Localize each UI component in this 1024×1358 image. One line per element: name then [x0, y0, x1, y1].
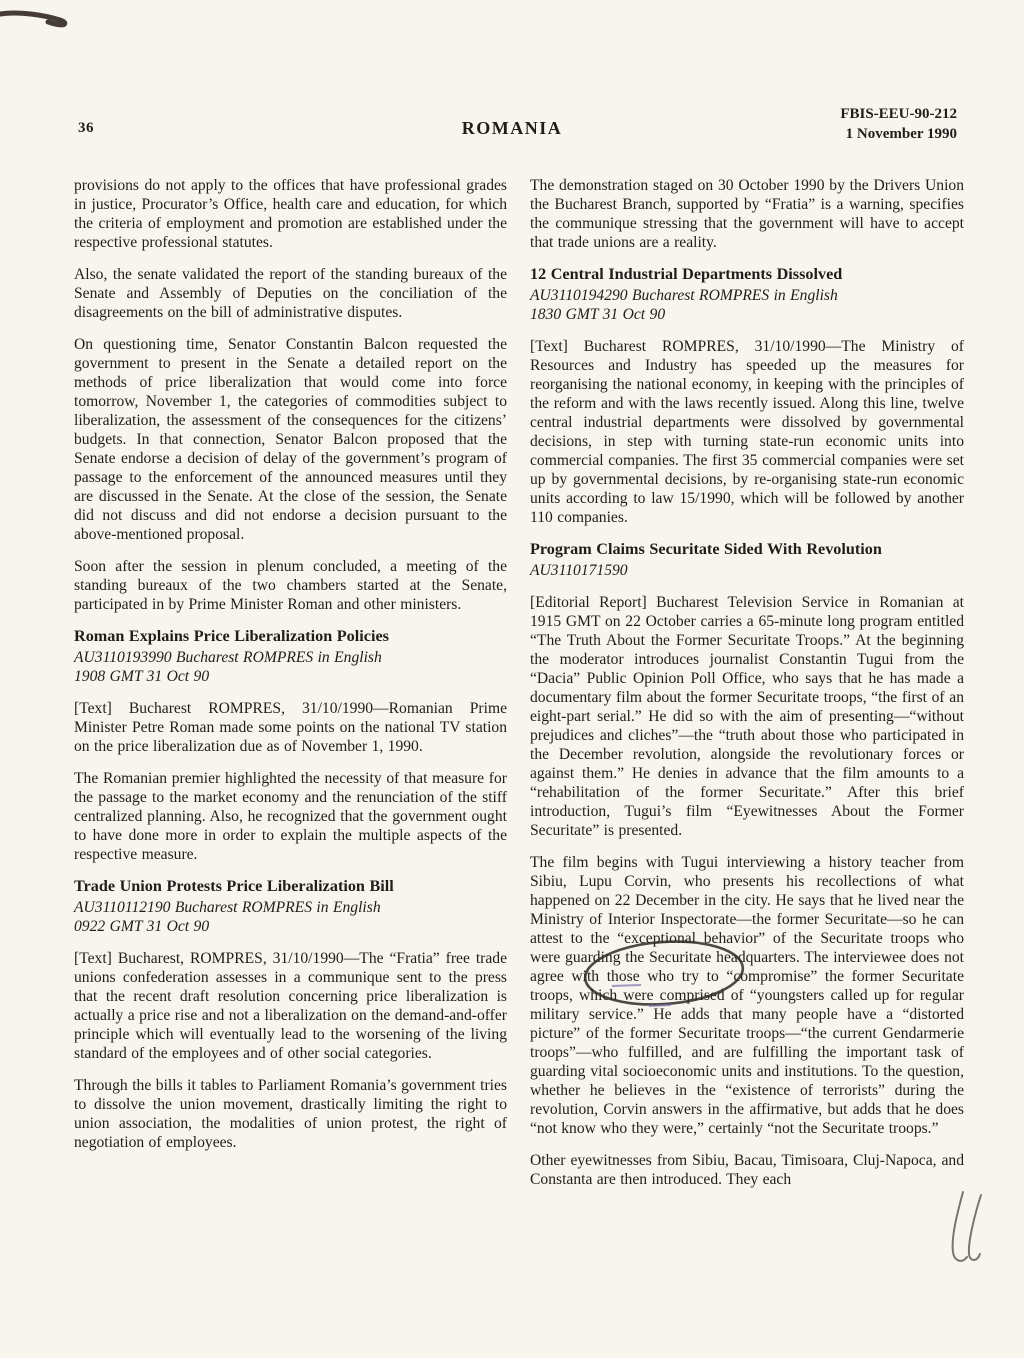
paragraph: Through the bills it tables to Parliament Romania’s government tries to dissolve the union movement, drastically limiting the right to union association, the modalities of union protest, the right of negotiation of employees.	[74, 1077, 507, 1151]
paragraph: The demonstration staged on 30 October 1990 by the Drivers Union the Bucharest Branch, supported by “Fratia” is a warning, specifies the communique stressing that the government will have to accept that trade unions are a reality.	[530, 177, 964, 251]
source-citation	[74, 898, 507, 936]
section-heading: 12 Central Industrial Departments Dissolved	[530, 265, 843, 283]
right-column	[530, 176, 964, 1189]
paragraph: [Text] Bucharest ROMPRES, 31/10/1990—Romanian Prime Minister Petre Roman made some points on the national TV station on the price liberalization due as of November 1, 1990.	[74, 700, 507, 755]
source-citation	[530, 286, 964, 324]
source-line: AU3110194290 Bucharest ROMPRES in English	[530, 287, 838, 304]
page-title: ROMANIA	[461, 118, 563, 138]
paragraph: provisions do not apply to the offices that have professional grades in justice, Procurator’s Office, health care and education, for which the criteria of employment and promotion are established under the respective professional statutes.	[74, 177, 507, 251]
paragraph: Other eyewitnesses from Sibiu, Bacau, Timisoara, Cluj-Napoca, and Constanta are then introduced. They each	[530, 1152, 964, 1188]
corner-scan-mark	[0, 13, 65, 25]
source-line: 1908 GMT 31 Oct 90	[74, 668, 210, 685]
handwritten-margin-mark	[953, 1192, 967, 1261]
source-line: 1830 GMT 31 Oct 90	[530, 306, 666, 323]
paragraph: The Romanian premier highlighted the necessity of that measure for the passage to the market economy and the renunciation of the stiff centralized planning. Also, he recognized that the government ought to have done more in order to explain the multiple aspects of the respective measure.	[74, 770, 507, 863]
document-date: 1 November 1990	[845, 126, 957, 142]
paragraph: The film begins with Tugui interviewing a history teacher from Sibiu, Lupu Corvin, who presents his recollections of what happened on 22 December in the city. He says that he lived near the Ministry of Interior Inspectorate—the former Securitate—so he can attest to the “exceptional behavior” of the Securitate troops who were guarding the Securitate headquarters. The interviewee does not agree with those who try to “compromise” the former Securitate troops, which were comprised of “youngsters called up for regular military service.” He adds that many people have a “distorted picture” of the former Securitate troops—“the current Gendarmerie troops”—who fulfilled, and are fulfilling the important task of guarding vital socioeconomic units and institutions. To the question, whether he believes in the “existence of terrorists” during the revolution, Corvin answers in the affirmative, but adds that he does “not know who they were,” certainly “not the Securitate troops.”	[530, 854, 964, 1137]
paragraph: Soon after the session in plenum concluded, a meeting of the standing bureaux of the two chambers started at the Senate, participated in by Prime Minister Roman and other ministers.	[74, 558, 507, 613]
source-line: AU3110171590	[530, 562, 628, 579]
source-citation	[74, 648, 507, 686]
paragraph: On questioning time, Senator Constantin Balcon requested the government to present in the Senate a detailed report on the methods of price liberalization that would come into force tomorrow, November 1, the categories of commodities subject to liberalization, the assessment of the consequences for the citizens’ budgets. In that connection, Senator Balcon proposed that the Senate endorse a decision of delay of the government’s program of passage to the enforcement of the announced measures until they are discussed in the Senate. At the close of the session, the Senate did not discuss and did not endorse a decision pursuant to the above-mentioned proposal.	[74, 336, 507, 543]
left-column	[74, 176, 507, 1152]
handwritten-margin-mark	[969, 1195, 981, 1260]
page-number: 36	[78, 120, 94, 136]
section-heading: Program Claims Securitate Sided With Revolution	[530, 540, 882, 558]
source-line: AU3110193990 Bucharest ROMPRES in English	[74, 649, 382, 666]
paragraph: [Text] Bucharest ROMPRES, 31/10/1990—The Ministry of Resources and Industry has speeded up the measures for reorganising the national economy, in keeping with the principles of the reform and with the laws recently issued. Along this line, twelve central industrial departments were dissolved by governmental decisions, in step with turning state-run economic units into commercial companies. The first 35 commercial companies were set up by governmental decisions, by re-organising state-run economic units according to law 15/1990, which will be followed by another 110 companies.	[530, 338, 964, 526]
source-citation	[530, 561, 964, 580]
document-reference	[840, 104, 957, 144]
document-id: FBIS-EEU-90-212	[840, 106, 957, 122]
source-line: AU3110112190 Bucharest ROMPRES in English	[74, 899, 381, 916]
section-heading: Trade Union Protests Price Liberalization Bill	[74, 877, 394, 895]
paragraph: [Text] Bucharest, ROMPRES, 31/10/1990—The “Fratia” free trade unions confederation assesses in a communique sent to the press that the recent draft resolution concerning price liberalization is actually a price rise and not a liberalization on the demand-and-offer principle which will eventually lead to the worsening of the living standard of the employees and of other social categories.	[74, 950, 507, 1062]
section-heading: Roman Explains Price Liberalization Policies	[74, 627, 389, 645]
source-line: 0922 GMT 31 Oct 90	[74, 918, 210, 935]
paragraph: [Editorial Report] Bucharest Television Service in Romanian at 1915 GMT on 22 October carries a 65-minute long program entitled “The Truth About the Former Securitate Troops.” At the beginning the moderator introduces journalist Constantin Tugui from the “Dacia” Public Opinion Poll Office, who says that he has made a documentary film about the former Securitate troops, “the first of an eight-part serial.” He did so with the aim of presenting—“without prejudices and cliches”—the “truth about those who participated in the December revolution, alongside the revolutionary forces or against them.” He denies in advance that the film amounts to a “rehabilitation of the former Securitate.” After this brief introduction, Tugui’s film “Eyewitnesses About the Former Securitate” is presented.	[530, 594, 964, 839]
paragraph: Also, the senate validated the report of the standing bureaux of the Senate and Assembly of Deputies on the conciliation of the disagreements on the bill of administrative disputes.	[74, 266, 507, 321]
